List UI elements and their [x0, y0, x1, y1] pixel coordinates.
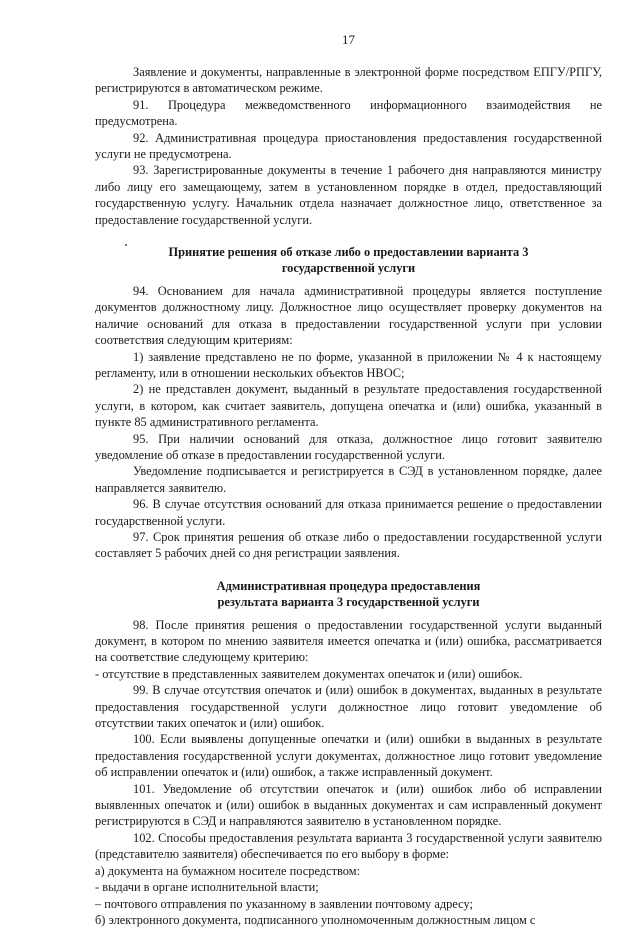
heading-1-line-1: Принятие решения об отказе либо о предоставлении варианта 3	[168, 245, 529, 260]
paragraph-101: 101. Уведомление об отсутствии опечаток и (или) ошибок либо об исправлении выявленных опечаток и (или) ошибок в выданных документах и сам исправленный документ регистрируются в СЭД и направляются заявителю в установленном порядке.	[95, 781, 602, 829]
paragraph-93: 93. Зарегистрированные документы в течение 1 рабочего дня направляются министру либо лицу его замещающему, затем в установленном порядке в отдел, предоставляющий государственную услугу. Начальник отдела назначает должностное лицо, ответственное за предоставление государственной услуги.	[95, 163, 602, 227]
heading-2-line-2: результата варианта 3 государственной услуги	[217, 595, 480, 610]
paragraph: Заявление и документы, направленные в электронной форме посредством ЕПГУ/РПГУ, регистрируются в автоматическом режиме.	[95, 65, 602, 96]
list-item-b: б) электронного документа, подписанного уполномоченным должностным лицом с	[95, 912, 536, 927]
paragraph-92: 92. Административная процедура приостановления предоставления государственной услуги не предусмотрена.	[95, 130, 602, 162]
list-item-dash-1: - выдачи в органе исполнительной власти;	[95, 880, 319, 895]
heading-1-line-2: государственной услуги	[281, 261, 416, 276]
paragraph-102: 102. Способы предоставления результата варианта 3 государственной услуги заявителю (представителю заявителя) обеспечивается по его выбору в форме:	[95, 830, 602, 862]
criterion-1: 1) заявление представлено не по форме, указанной в приложении № 4 к настоящему регламенту, или в отношении нескольких объектов НВОС;	[95, 349, 602, 380]
paragraph-91: 91. Процедура межведомственного информационного взаимодействия не предусмотрена.	[95, 97, 602, 129]
page-number: 17	[342, 32, 355, 47]
section-heading-2	[95, 578, 602, 611]
criterion-item: - отсутствие в представленных заявителем документах опечаток и (или) ошибок.	[95, 666, 523, 681]
paragraph-99: 99. В случае отсутствия опечаток и (или) ошибок в документах, выданных в результате предоставления государственной услуги должностное лицо готовит уведомление об отсутствии таких опечаток и (или) ошибок.	[95, 683, 602, 731]
paragraph-notice: Уведомление подписывается и регистрируется в СЭД в установленном порядке, далее направляется заявителю.	[95, 464, 602, 495]
list-item-dash-2: – почтового отправления по указанному в заявлении почтовому адресу;	[95, 896, 473, 911]
paragraph-94: 94. Основанием для начала административной процедуры является поступление документов должностному лицу. Должностное лицо осуществляет проверку документов на наличие оснований для отказа в предоставлении государственной услуги при условии соответствия следующим критериям:	[95, 283, 602, 348]
paragraph-100: 100. Если выявлены допущенные опечатки и (или) ошибки в выданных в результате предоставления государственной услуги документах, должностное лицо готовит уведомление об исправлении опечаток и (или) ошибок, а также исправленный документ.	[95, 732, 602, 780]
paragraph-96: 96. В случае отсутствия оснований для отказа принимается решение о предоставлении государственной услуги.	[95, 497, 602, 528]
paragraph-98: 98. После принятия решения о предоставлении государственной услуги выданный документ, в котором по мнению заявителя имеется опечатка и (или) ошибка, рассматривается на соответствие следующему критерию:	[95, 617, 602, 665]
section-heading-1	[95, 244, 602, 277]
scan-speck	[125, 244, 127, 246]
paragraph-97: 97. Срок принятия решения об отказе либо о предоставлении государственной услуги составляет 5 рабочих дней со дня регистрации заявления.	[95, 529, 602, 561]
list-item-a: а) документа на бумажном носителе посредством:	[95, 863, 361, 878]
heading-2-line-1: Административная процедура предоставления	[216, 578, 481, 593]
criterion-2: 2) не представлен документ, выданный в результате предоставления государственной услуги, в котором, как считает заявитель, допущена опечатка и (или) ошибка, указанный в пункте 85 административного регламента.	[95, 382, 602, 430]
paragraph-95: 95. При наличии оснований для отказа, должностное лицо готовит заявителю уведомление об отказе в предоставлении государственной услуги.	[95, 431, 602, 462]
